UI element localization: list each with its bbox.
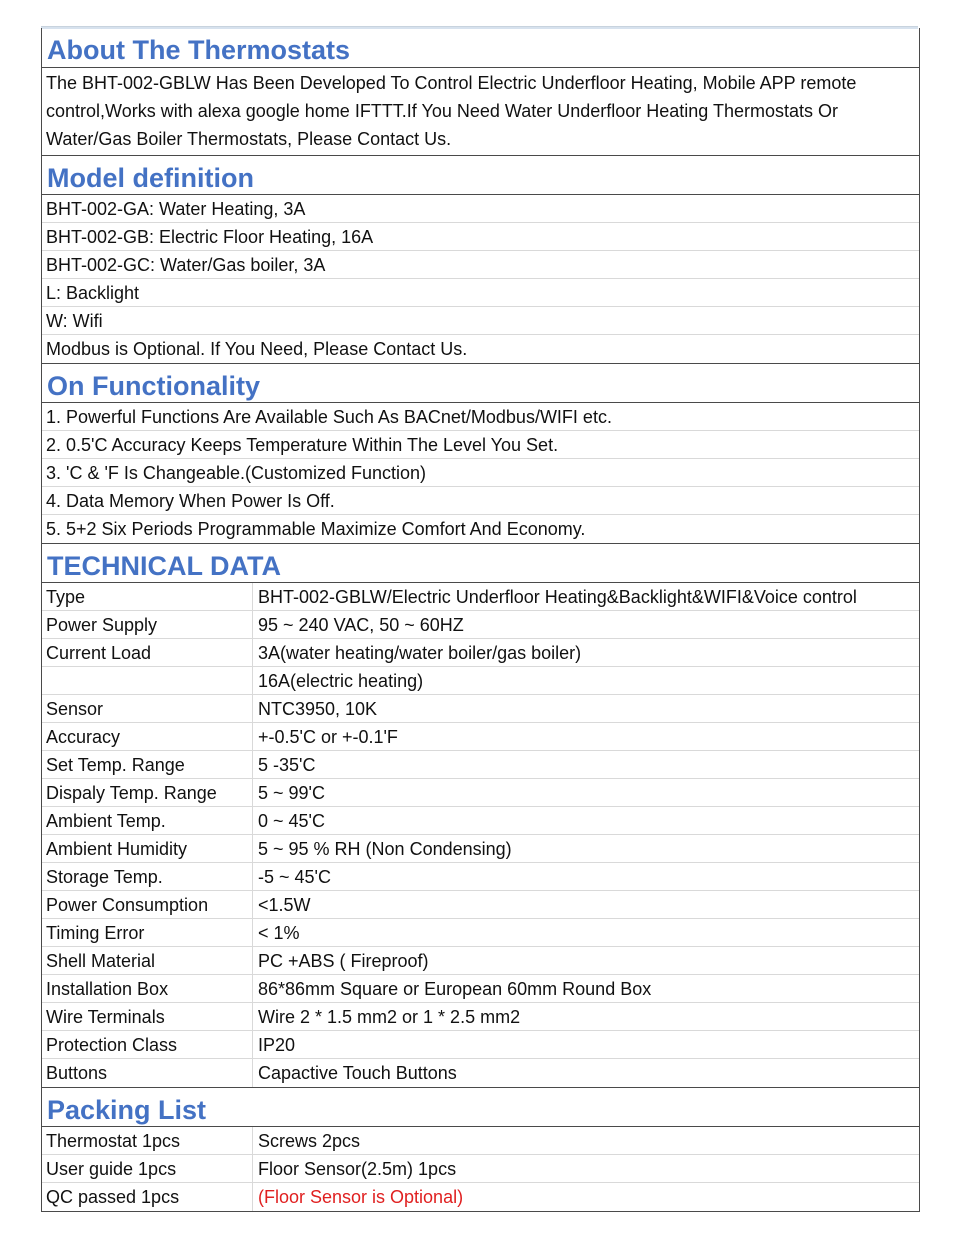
table-row (42, 583, 919, 611)
spec-value: 5 ~ 99'C (258, 783, 325, 803)
model-item: BHT-002-GB: Electric Floor Heating, 16A (42, 223, 919, 251)
table-row (42, 1003, 919, 1031)
model-item: L: Backlight (42, 279, 919, 307)
spec-label: Storage Temp. (42, 863, 253, 890)
spec-label: Current Load (42, 639, 253, 666)
table-row (42, 723, 919, 751)
table-row (42, 919, 919, 947)
spec-label: Ambient Temp. (42, 807, 253, 834)
table-row (42, 695, 919, 723)
table-row (42, 779, 919, 807)
functionality-heading: On Functionality (42, 363, 919, 403)
spec-value: Wire 2 * 1.5 mm2 or 1 * 2.5 mm2 (258, 1007, 521, 1027)
spec-value: 5 -35'C (258, 755, 316, 775)
table-row (42, 891, 919, 919)
spec-label: Power Consumption (42, 891, 253, 918)
model-heading: Model definition (42, 155, 919, 195)
table-row (42, 1183, 919, 1211)
packing-item: User guide 1pcs (42, 1155, 253, 1182)
packing-table (42, 1127, 919, 1211)
packing-item: Floor Sensor(2.5m) 1pcs (258, 1159, 457, 1179)
spec-value: +-0.5'C or +-0.1'F (258, 727, 398, 747)
table-row (42, 667, 919, 695)
table-row (42, 1059, 919, 1087)
spec-value: 5 ~ 95 % RH (Non Condensing) (258, 839, 512, 859)
model-item: W: Wifi (42, 307, 919, 335)
spec-label: Timing Error (42, 919, 253, 946)
table-row (42, 1127, 919, 1155)
model-item: BHT-002-GC: Water/Gas boiler, 3A (42, 251, 919, 279)
model-item: BHT-002-GA: Water Heating, 3A (42, 195, 919, 223)
table-row (42, 639, 919, 667)
spec-value: < 1% (258, 923, 300, 943)
spec-label (42, 667, 253, 694)
spec-value: 16A(electric heating) (258, 671, 424, 691)
spec-label: Type (42, 583, 253, 610)
spec-label: Installation Box (42, 975, 253, 1002)
spec-value: PC +ABS ( Fireproof) (258, 951, 429, 971)
spec-value: 0 ~ 45'C (258, 811, 325, 831)
model-list (42, 195, 919, 363)
table-row (42, 807, 919, 835)
spec-label: Power Supply (42, 611, 253, 638)
table-row (42, 863, 919, 891)
table-row (42, 1031, 919, 1059)
about-heading: About The Thermostats (42, 28, 919, 68)
spec-label: Sensor (42, 695, 253, 722)
spec-value: BHT-002-GBLW/Electric Underfloor Heating&Backlight&WIFI&Voice control (258, 587, 857, 607)
spec-label: Shell Material (42, 947, 253, 974)
table-row (42, 1155, 919, 1183)
packing-heading: Packing List (42, 1087, 919, 1127)
spec-label: Accuracy (42, 723, 253, 750)
spec-label: Protection Class (42, 1031, 253, 1058)
spec-label: Set Temp. Range (42, 751, 253, 778)
functionality-item: 5. 5+2 Six Periods Programmable Maximize Comfort And Economy. (46, 519, 586, 539)
spec-value: IP20 (258, 1035, 296, 1055)
table-row (42, 751, 919, 779)
spec-value: 3A(water heating/water boiler/gas boiler) (258, 643, 582, 663)
functionality-item: 4. Data Memory When Power Is Off. (42, 487, 919, 515)
spec-label: Ambient Humidity (42, 835, 253, 862)
spec-label: Dispaly Temp. Range (42, 779, 253, 806)
packing-item: Thermostat 1pcs (42, 1127, 253, 1154)
spec-label: Wire Terminals (42, 1003, 253, 1030)
spec-value: 95 ~ 240 VAC, 50 ~ 60HZ (258, 615, 464, 635)
functionality-item: 1. Powerful Functions Are Available Such As BACnet/Modbus/WIFI etc. (42, 403, 919, 431)
functionality-list (42, 403, 919, 543)
table-row (42, 835, 919, 863)
packing-item: Screws 2pcs (258, 1131, 361, 1151)
optional-note: (Floor Sensor is Optional) (258, 1187, 464, 1207)
packing-item: QC passed 1pcs (42, 1183, 253, 1211)
table-row (42, 947, 919, 975)
technical-heading: TECHNICAL DATA (42, 543, 919, 583)
technical-table (42, 583, 919, 1087)
spec-value: -5 ~ 45'C (258, 867, 331, 887)
functionality-item: 2. 0.5'C Accuracy Keeps Temperature Within The Level You Set. (42, 431, 919, 459)
spec-value: <1.5W (258, 895, 311, 915)
spec-sheet (41, 28, 920, 1212)
spec-label: Buttons (42, 1059, 253, 1087)
model-item: Modbus is Optional. If You Need, Please Contact Us. (46, 339, 468, 359)
about-paragraph: The BHT-002-GBLW Has Been Developed To Control Electric Underfloor Heating, Mobile APP remote control,Works with alexa google home IFTTT.If You Need Water Underfloor Heating Thermostats Or Water/Gas Boiler Thermostats, Please Contact Us. (46, 73, 857, 149)
spec-value: NTC3950, 10K (258, 699, 378, 719)
spec-value: 86*86mm Square or European 60mm Round Box (258, 979, 652, 999)
table-row (42, 975, 919, 1003)
table-row (42, 611, 919, 639)
spec-value: Capactive Touch Buttons (258, 1063, 457, 1083)
functionality-item: 3. 'C & 'F Is Changeable.(Customized Function) (42, 459, 919, 487)
